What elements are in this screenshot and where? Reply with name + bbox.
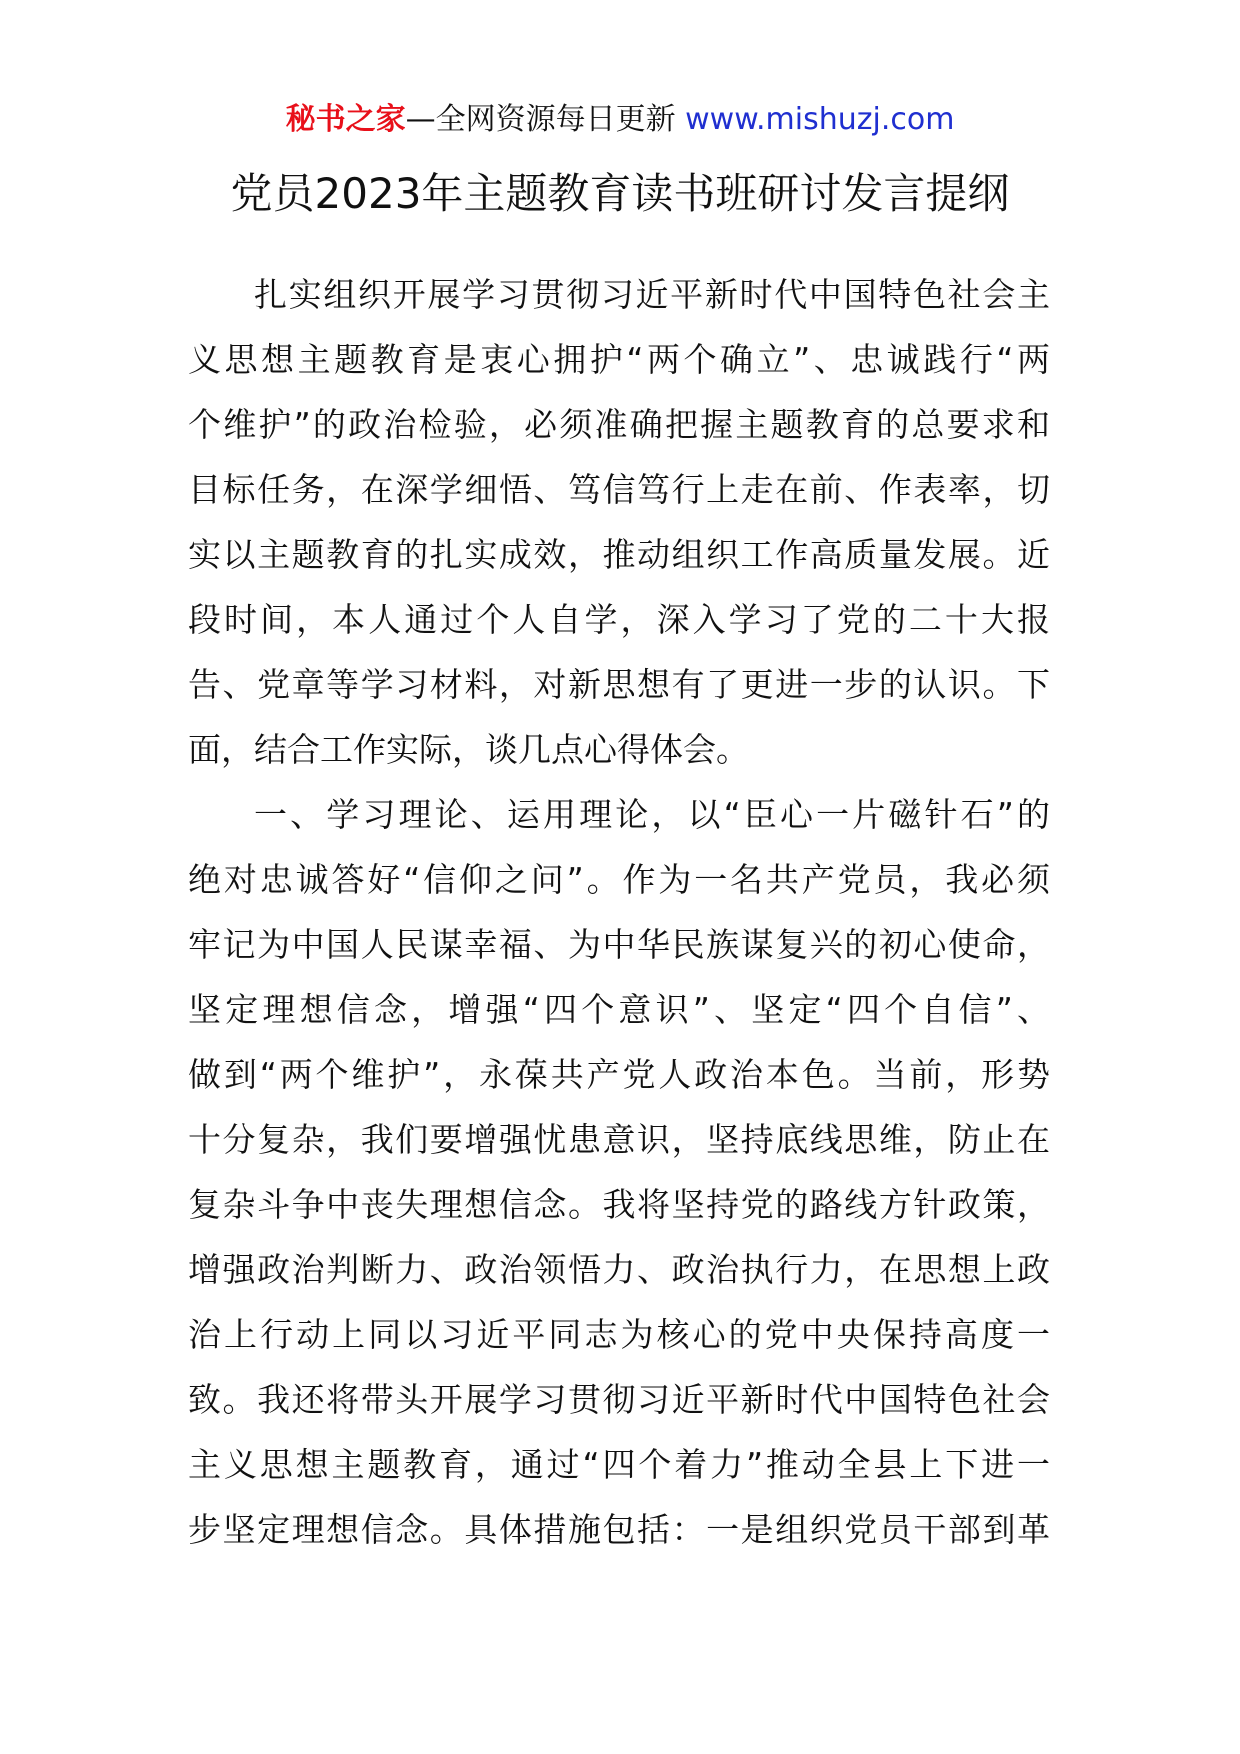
body-line: 增强政治判断力、政治领悟力、政治执行力，在思想上政	[188, 1250, 1050, 1289]
body-line: 主义思想主题教育，通过“四个着力”推动全县上下进一	[188, 1445, 1050, 1484]
body-line: 治上行动上同以习近平同志为核心的党中央保持高度一	[188, 1315, 1050, 1354]
body-line: 致。我还将带头开展学习贯彻习近平新时代中国特色社会	[188, 1380, 1050, 1419]
body-line: 十分复杂，我们要增强忧患意识，坚持底线思维，防止在	[188, 1120, 1050, 1159]
body-line: 目标任务，在深学细悟、笃信笃行上走在前、作表率，切	[188, 470, 1050, 509]
banner-tagline: —全网资源每日更新	[405, 102, 686, 137]
body-line: 步坚定理想信念。具体措施包括：一是组织党员干部到革	[188, 1510, 1050, 1549]
body-line: 段时间，本人通过个人自学，深入学习了党的二十大报	[188, 600, 1050, 639]
site-url-link[interactable]: www.mishuzj.com	[685, 102, 955, 137]
document-title: 党员2023年主题教育读书班研讨发言提纲	[230, 169, 1010, 218]
body-line: 做到“两个维护”，永葆共产党人政治本色。当前，形势	[188, 1055, 1050, 1094]
section-heading-line: 一、学习理论、运用理论，以“臣心一片磁针石”的	[254, 795, 1050, 834]
brand-name: 秘书之家	[285, 102, 406, 137]
body-line: 绝对忠诚答好“信仰之问”。作为一名共产党员，我必须	[188, 860, 1050, 899]
body-line: 告、党章等学习材料，对新思想有了更进一步的认识。下	[188, 665, 1050, 704]
body-line: 牢记为中国人民谋幸福、为中华民族谋复兴的初心使命，	[188, 925, 1050, 964]
site-banner	[0, 100, 1240, 140]
body-line: 义思想主题教育是衷心拥护“两个确立”、忠诚践行“两	[188, 340, 1050, 379]
body-line: 扎实组织开展学习贯彻习近平新时代中国特色社会主	[254, 275, 1050, 314]
body-line: 个维护”的政治检验，必须准确把握主题教育的总要求和	[188, 405, 1050, 444]
body-line: 实以主题教育的扎实成效，推动组织工作高质量发展。近	[188, 535, 1050, 574]
body-line: 面，结合工作实际，谈几点心得体会。	[188, 730, 749, 769]
body-line: 坚定理想信念，增强“四个意识”、坚定“四个自信”、	[188, 990, 1050, 1029]
body-line: 复杂斗争中丧失理想信念。我将坚持党的路线方针政策，	[188, 1185, 1050, 1224]
document-body	[188, 262, 1050, 1562]
